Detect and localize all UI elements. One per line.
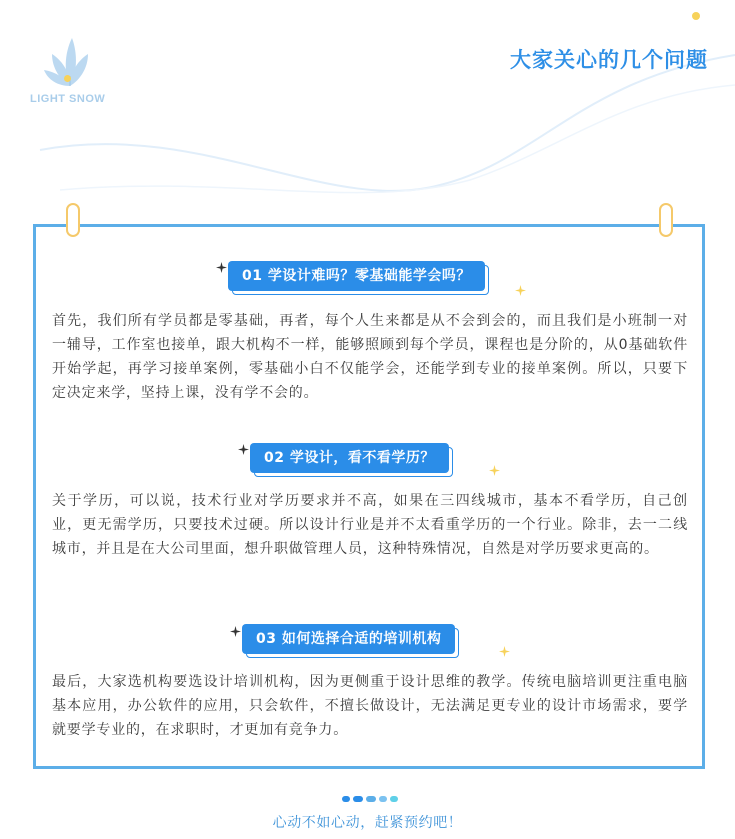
left-clip-decoration xyxy=(66,203,80,237)
sparkle-icon xyxy=(216,262,227,273)
section-3-body: 最后，大家选机构要选设计培训机构，因为更侧重于设计思维的教学。传统电脑培训更注重电脑基本应用，办公软件的应用，只会软件，不擅长做设计，无法满足更专业的设计市场需求，要学就要学专业的，在求职时，才更加有竞争力。 xyxy=(52,674,688,738)
section-1-body: 首先，我们所有学员都是零基础，再者，每个人生来都是从不会到会的，而且我们是小班制一对一辅导，工作室也接单，跟大机构不一样，能够照顾到每个学员，课程也是分阶的，从0基础软件开始学起，再学习接单案例，零基础小白不仅能学会，还能学到专业的接单案例。所以，只要下定决定来学，坚持上课，没有学不会的。 xyxy=(52,313,688,401)
section-2-heading-badge xyxy=(250,443,449,473)
right-clip-decoration xyxy=(659,203,673,237)
section-3-heading-badge xyxy=(242,624,455,654)
sparkle-icon xyxy=(238,444,249,455)
top-right-dot xyxy=(692,12,700,20)
dot-divider xyxy=(342,788,401,798)
sparkle-icon xyxy=(499,646,510,657)
sparkle-icon xyxy=(515,285,526,296)
page-title: 大家关心的几个问题 xyxy=(510,48,708,72)
footer-cta: 心动不如心动，赶紧预约吧！ xyxy=(272,815,463,831)
section-2-body: 关于学历，可以说，技术行业对学历要求并不高，如果在三四线城市，基本不看学历，自己创业，更无需学历，只要技术过硬。所以设计行业是并不太看重学历的一个行业。除非，去一二线城市，并且是在大公司里面，想升职做管理人员，这种特殊情况，自然是对学历要求更高的。 xyxy=(52,493,688,557)
logo-dot xyxy=(64,75,71,82)
section-2-heading: 02 学设计，看不看学历？ xyxy=(250,443,449,473)
section-3-heading: 03 如何选择合适的培训机构 xyxy=(242,624,455,654)
sparkle-icon xyxy=(230,626,241,637)
sparkle-icon xyxy=(489,465,500,476)
brand-logo-text: LIGHT SNOW xyxy=(30,93,106,105)
section-1-heading: 01 学设计难吗？零基础能学会吗？ xyxy=(228,261,485,291)
section-1-heading-badge xyxy=(228,261,485,291)
